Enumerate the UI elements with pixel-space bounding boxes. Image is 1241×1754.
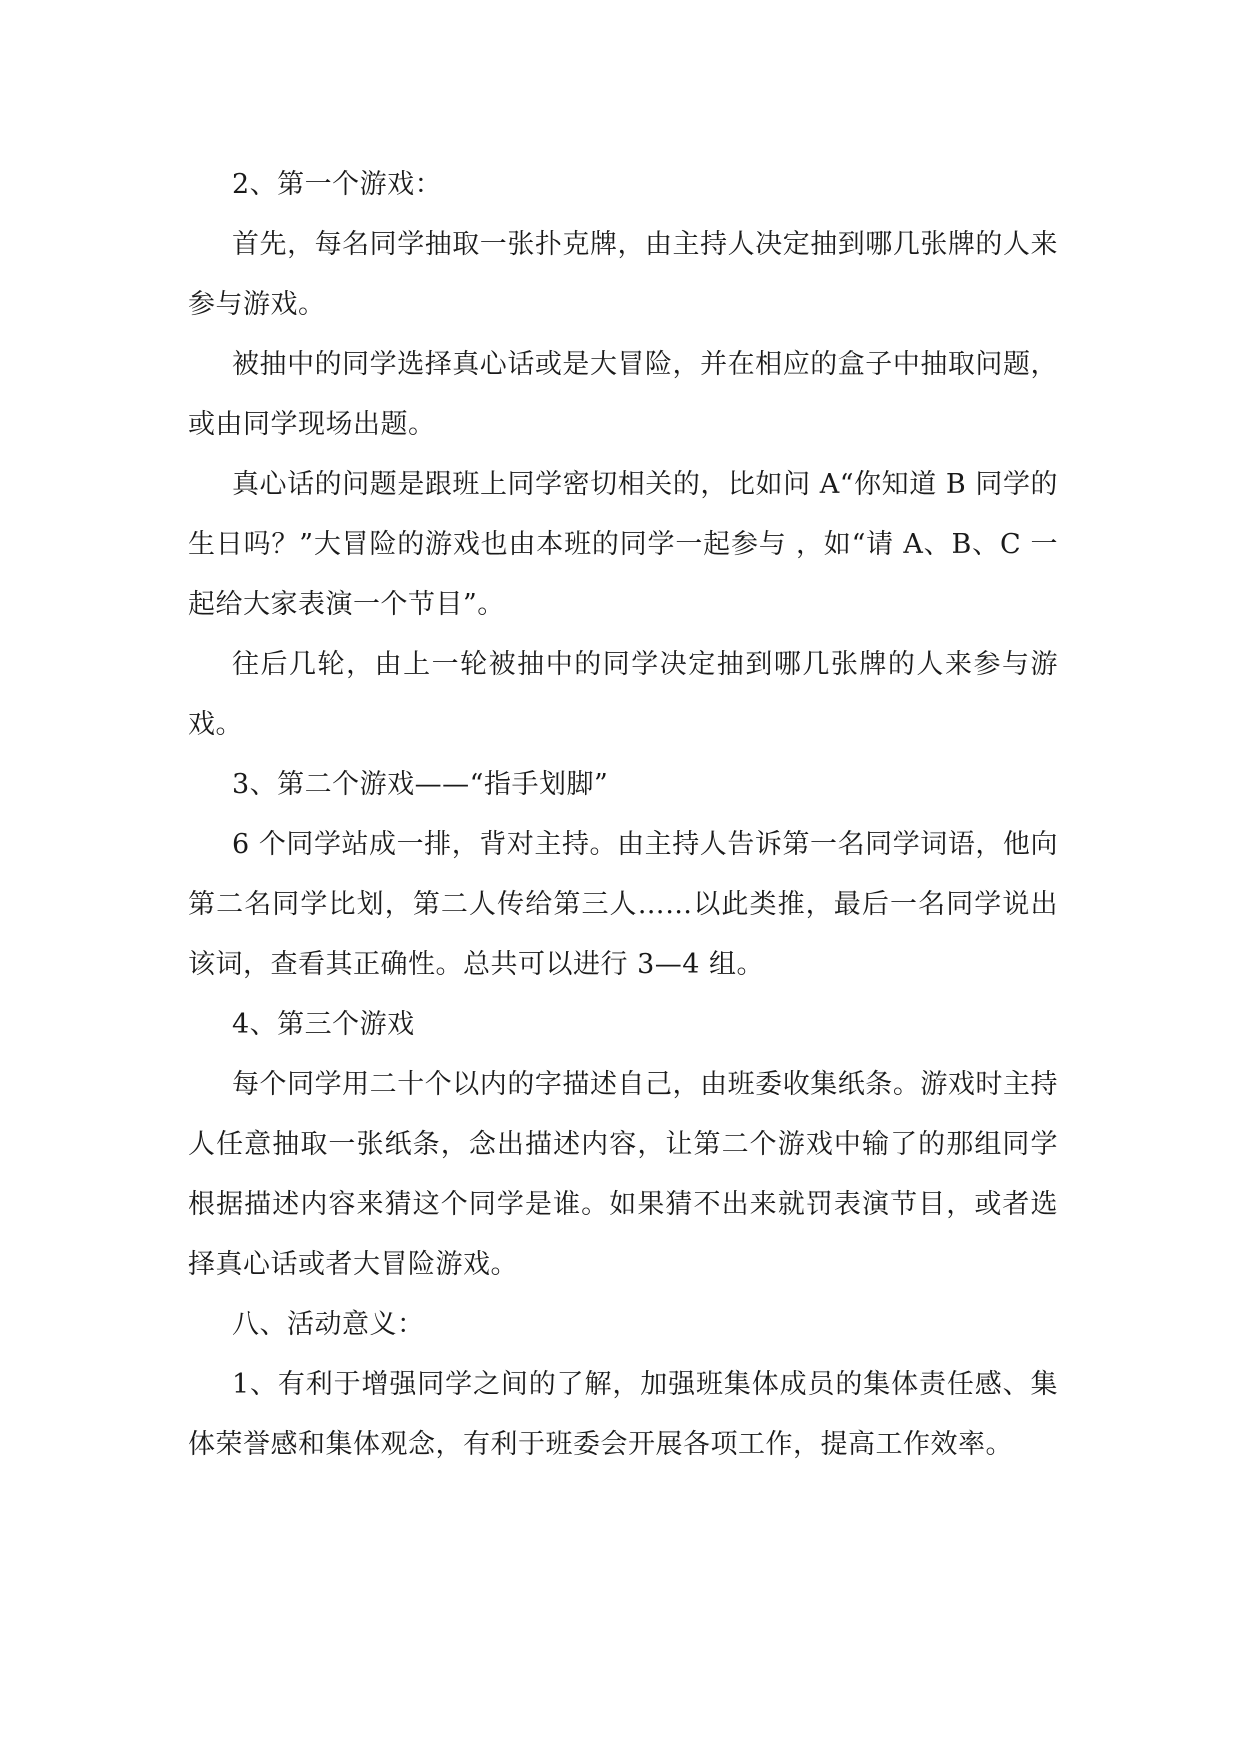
section-heading-game-2: 3、第二个游戏——“指手划脚” [232, 769, 609, 800]
document-body [188, 155, 1058, 1475]
paragraph-truth-questions: 真心话的问题是跟班上同学密切相关的，比如问 A“你知道 B 同学的生日吗？”大冒险的游戏也由本班的同学一起参与 ，如“请 A、B、C 一起给大家表演一个节目”。 [188, 469, 1058, 620]
section-heading-game-3: 4、第三个游戏 [232, 1009, 415, 1040]
section-heading-game-1: 2、第一个游戏： [232, 169, 443, 200]
paragraph-card-draw: 首先，每名同学抽取一张扑克牌，由主持人决定抽到哪几张牌的人来参与游戏。 [188, 229, 1058, 320]
section-heading-significance: 八、活动意义： [232, 1309, 425, 1340]
paragraph-later-rounds: 往后几轮，由上一轮被抽中的同学决定抽到哪几张牌的人来参与游戏。 [188, 649, 1058, 740]
paragraph-self-description-game: 每个同学用二十个以内的字描述自己，由班委收集纸条。游戏时主持人任意抽取一张纸条，念出描述内容，让第二个游戏中输了的那组同学根据描述内容来猜这个同学是谁。如果猜不出来就罚表演节目，或者选择真心话或者大冒险游戏。 [188, 1069, 1058, 1280]
paragraph-charades-rules: 6 个同学站成一排，背对主持。由主持人告诉第一名同学词语，他向第二名同学比划，第二人传给第三人……以此类推，最后一名同学说出该词，查看其正确性。总共可以进行 3—4 组。 [188, 829, 1058, 980]
paragraph-truth-or-dare-choice: 被抽中的同学选择真心话或是大冒险，并在相应的盒子中抽取问题，或由同学现场出题。 [188, 349, 1058, 440]
paragraph-significance-1: 1、有利于增强同学之间的了解，加强班集体成员的集体责任感、集体荣誉感和集体观念，有利于班委会开展各项工作，提高工作效率。 [188, 1369, 1058, 1460]
